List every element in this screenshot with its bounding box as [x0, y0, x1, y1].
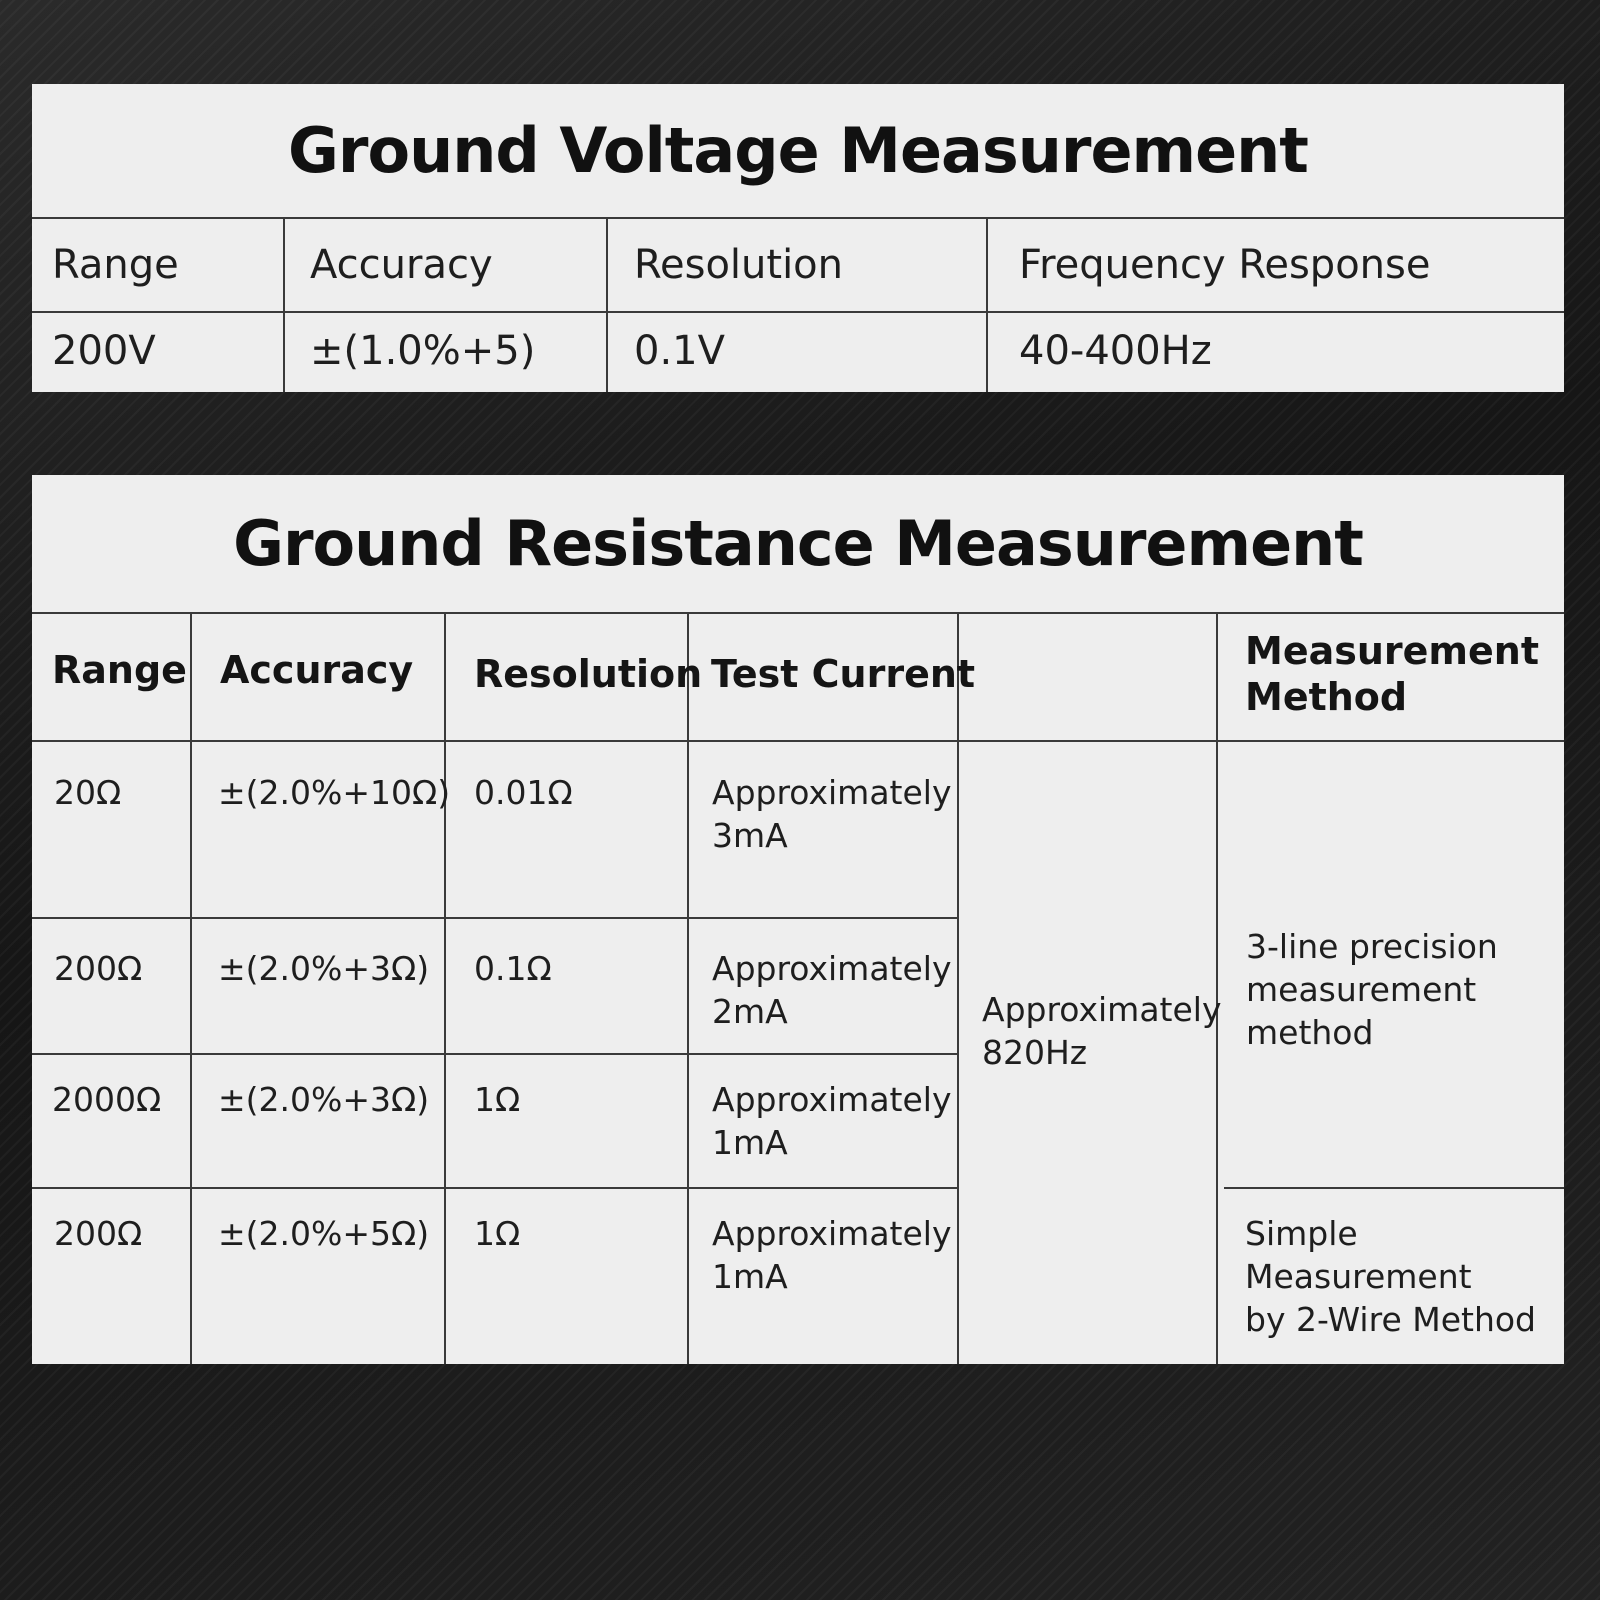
resistance-header-accuracy: Accuracy — [220, 648, 414, 692]
divider — [606, 217, 608, 392]
row4-test-current: Approximately 1mA — [712, 1214, 952, 1296]
voltage-resolution-value: 0.1V — [634, 328, 725, 374]
divider — [957, 612, 959, 1364]
row4-accuracy: ±(2.0%+5Ω) — [218, 1214, 430, 1253]
voltage-accuracy-value: ±(1.0%+5) — [310, 328, 536, 374]
row4-resolution: 1Ω — [474, 1214, 521, 1253]
divider — [32, 740, 1564, 742]
method-2-wire: Simple Measurement by 2-Wire Method — [1245, 1214, 1537, 1339]
voltage-header-frequency: Frequency Response — [1019, 242, 1431, 288]
divider — [32, 612, 1564, 614]
divider — [32, 217, 1564, 219]
divider — [32, 917, 957, 919]
resistance-header-test-current: Test Current — [711, 652, 976, 696]
voltage-table-title: Ground Voltage Measurement — [288, 114, 1308, 187]
divider — [986, 217, 988, 392]
row2-test-current: Approximately 2mA — [712, 949, 952, 1031]
row2-range: 200Ω — [54, 949, 143, 988]
resistance-table-title: Ground Resistance Measurement — [233, 507, 1363, 580]
divider — [1224, 1187, 1564, 1189]
row2-accuracy: ±(2.0%+3Ω) — [218, 949, 430, 988]
divider — [687, 612, 689, 1364]
voltage-table — [32, 84, 1564, 392]
voltage-header-accuracy: Accuracy — [310, 242, 493, 288]
divider — [283, 217, 285, 392]
row3-accuracy: ±(2.0%+3Ω) — [218, 1080, 430, 1119]
divider — [32, 1053, 957, 1055]
row2-resolution: 0.1Ω — [474, 949, 552, 988]
row3-test-current: Approximately 1mA — [712, 1080, 952, 1162]
row1-test-current: Approximately 3mA — [712, 773, 952, 855]
row3-range: 2000Ω — [52, 1080, 162, 1119]
method-3-line: 3-line precision measurement method — [1246, 927, 1498, 1052]
row1-range: 20Ω — [54, 773, 122, 812]
resistance-header-method: Measurement Method — [1245, 629, 1539, 719]
row4-range: 200Ω — [54, 1214, 143, 1253]
resistance-header-resolution: Resolution — [474, 652, 703, 696]
divider — [32, 1187, 957, 1189]
divider — [32, 311, 1564, 313]
frequency-value: Approximately 820Hz — [982, 990, 1222, 1072]
voltage-range-value: 200V — [52, 328, 156, 374]
voltage-header-range: Range — [52, 242, 179, 288]
row1-resolution: 0.01Ω — [474, 773, 573, 812]
row1-accuracy: ±(2.0%+10Ω) — [218, 773, 451, 812]
row3-resolution: 1Ω — [474, 1080, 521, 1119]
divider — [444, 612, 446, 1364]
voltage-header-resolution: Resolution — [634, 242, 844, 288]
resistance-header-range: Range — [52, 648, 187, 692]
divider — [190, 612, 192, 1364]
voltage-frequency-value: 40-400Hz — [1019, 328, 1212, 374]
resistance-table — [32, 475, 1564, 1364]
